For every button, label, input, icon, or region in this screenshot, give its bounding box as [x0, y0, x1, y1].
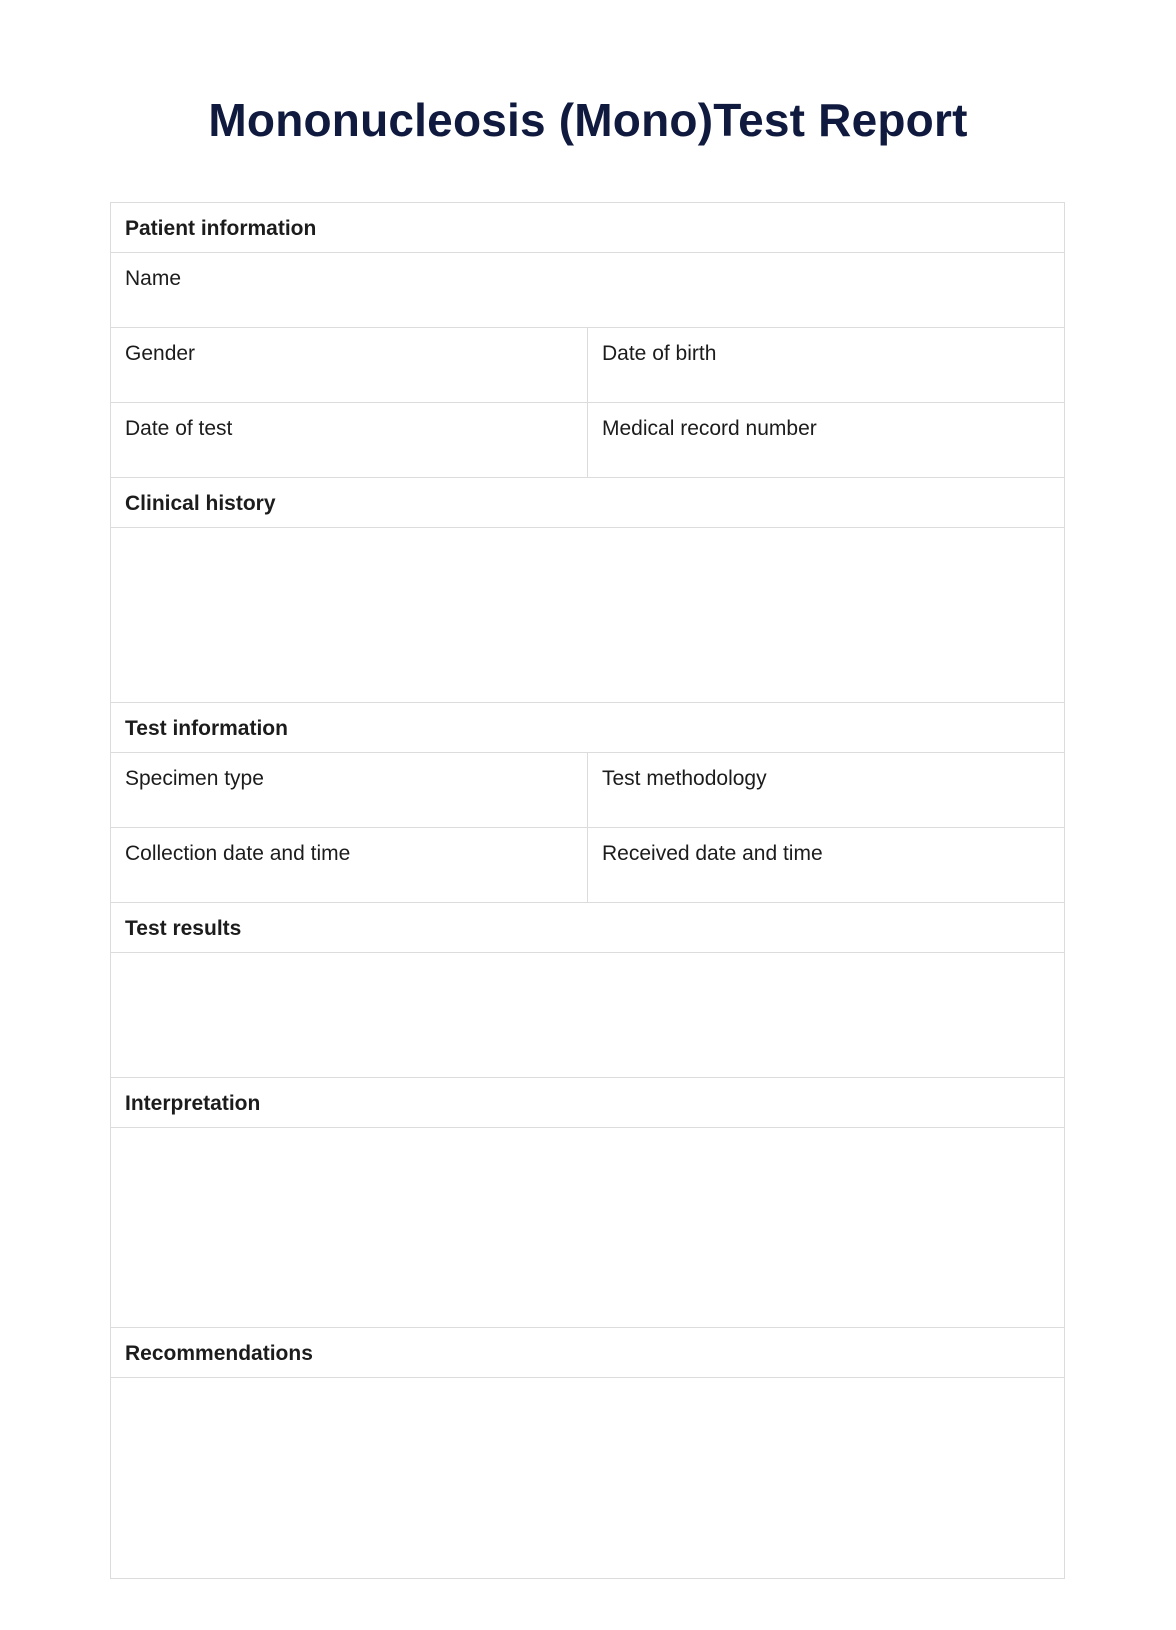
- name-field[interactable]: Name: [125, 267, 182, 290]
- interpretation-heading: Interpretation: [125, 1092, 261, 1115]
- interpretation-area[interactable]: [111, 1128, 1064, 1328]
- medical-record-number-field[interactable]: Medical record number: [587, 403, 1064, 477]
- test-methodology-field[interactable]: Test methodology: [587, 753, 1064, 827]
- test-information-heading: Test information: [125, 717, 288, 740]
- test-results-field[interactable]: [111, 953, 1064, 1077]
- page-title: Mononucleosis (Mono)Test Report: [208, 94, 968, 146]
- recommendations-heading: Recommendations: [125, 1342, 313, 1365]
- test-results-heading: Test results: [125, 917, 242, 940]
- test-results-area[interactable]: [111, 953, 1064, 1078]
- section-header-test-information: [111, 703, 1064, 753]
- recommendations-area[interactable]: [111, 1378, 1064, 1578]
- report-form: [110, 202, 1065, 1579]
- collection-date-time-field[interactable]: Collection date and time: [125, 842, 351, 865]
- gender-dob-row: [111, 328, 1064, 403]
- patient-information-heading: Patient information: [125, 217, 317, 240]
- date-of-test-field[interactable]: Date of test: [125, 417, 233, 440]
- recommendations-field[interactable]: [111, 1378, 1064, 1578]
- test-date-mrn-row: [111, 403, 1064, 478]
- date-of-birth-field[interactable]: Date of birth: [587, 328, 1064, 402]
- clinical-history-area[interactable]: [111, 528, 1064, 703]
- section-header-clinical-history: [111, 478, 1064, 528]
- clinical-history-field[interactable]: [111, 528, 1064, 702]
- specimen-methodology-row: [111, 753, 1064, 828]
- section-header-recommendations: [111, 1328, 1064, 1378]
- name-row: [111, 253, 1064, 328]
- interpretation-field[interactable]: [111, 1128, 1064, 1327]
- specimen-type-field[interactable]: Specimen type: [125, 767, 264, 790]
- section-header-patient-information: [111, 203, 1064, 253]
- received-date-time-field[interactable]: Received date and time: [587, 828, 1064, 902]
- clinical-history-heading: Clinical history: [125, 492, 276, 515]
- section-header-test-results: [111, 903, 1064, 953]
- collection-received-row: [111, 828, 1064, 903]
- section-header-interpretation: [111, 1078, 1064, 1128]
- gender-field[interactable]: Gender: [125, 342, 196, 365]
